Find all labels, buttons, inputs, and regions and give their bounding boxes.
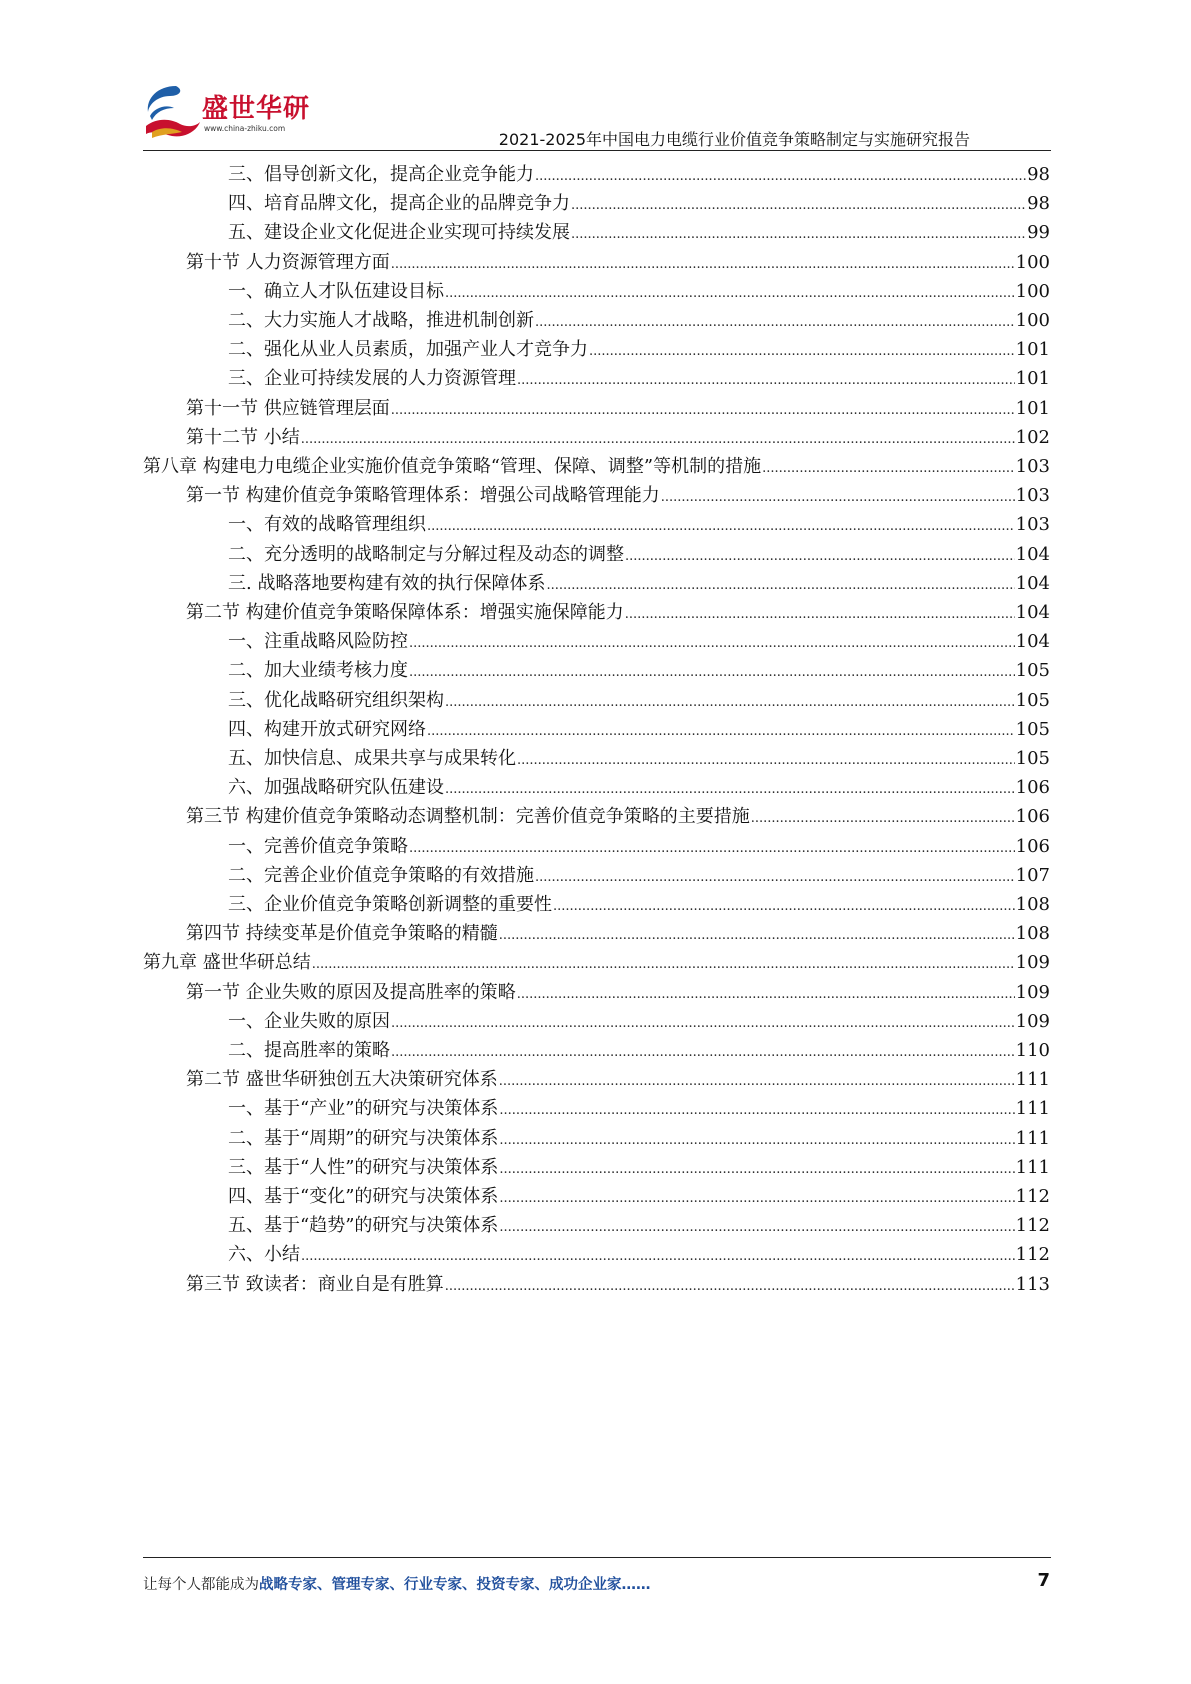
toc-entry[interactable] (186, 1065, 1050, 1095)
toc-leader-dots (301, 1242, 1015, 1272)
toc-leader-dots (571, 220, 1026, 250)
toc-entry-page: 101 (1015, 397, 1050, 419)
toc-entry[interactable] (186, 481, 1050, 511)
toc-entry-label: 第二节 盛世华研独创五大决策研究体系 (186, 1069, 498, 1091)
toc-leader-dots (445, 775, 1015, 805)
toc-entry[interactable] (143, 452, 1050, 482)
toc-entry-label: 一、确立人才队伍建设目标 (228, 280, 444, 302)
toc-entry-page: 108 (1015, 923, 1050, 945)
toc-entry[interactable] (228, 744, 1050, 774)
toc-entry-label: 第一节 构建价值竞争策略管理体系：增强公司战略管理能力 (186, 485, 660, 507)
toc-leader-dots (445, 279, 1015, 309)
toc-leader-dots (751, 804, 1015, 834)
toc-entry-label: 三、企业可持续发展的人力资源管理 (228, 368, 516, 390)
toc-entry[interactable] (228, 890, 1050, 920)
toc-entry-page: 100 (1015, 280, 1050, 302)
logo-url: www.china-zhiku.com (204, 124, 286, 133)
toc-entry-label: 第八章 构建电力电缆企业实施价值竞争策略“管理、保障、调整”等机制的措施 (143, 456, 762, 477)
toc-entry-page: 104 (1015, 631, 1050, 653)
page-number: 7 (1037, 1570, 1050, 1591)
toc-entry[interactable] (228, 773, 1050, 803)
toc-entry-page: 107 (1015, 864, 1050, 886)
toc-entry-page: 105 (1015, 689, 1050, 711)
toc-entry-label: 三、基于“人性”的研究与决策体系 (228, 1156, 499, 1178)
toc-entry[interactable] (186, 248, 1050, 278)
toc-entry-page: 105 (1015, 718, 1050, 740)
toc-entry[interactable] (228, 364, 1050, 394)
toc-leader-dots (535, 162, 1026, 192)
toc-entry-label: 二、大力实施人才战略，推进机制创新 (228, 310, 534, 331)
header-divider (143, 150, 1051, 151)
toc-entry-label: 第三节 致读者：商业自是有胜算 (186, 1273, 444, 1295)
toc-leader-dots (625, 600, 1015, 630)
toc-entry-label: 第十一节 供应链管理层面 (186, 397, 390, 419)
footer-divider (143, 1557, 1051, 1558)
toc-entry-label: 第一节 企业失败的原因及提高胜率的策略 (186, 981, 516, 1003)
toc-leader-dots (445, 688, 1015, 718)
toc-entry[interactable] (228, 1240, 1050, 1270)
toc-leader-dots (301, 425, 1015, 455)
toc-entry-page: 106 (1015, 777, 1050, 799)
toc-leader-dots (571, 191, 1026, 221)
toc-leader-dots (661, 483, 1015, 513)
toc-entry-label: 第十节 人力资源管理方面 (186, 251, 390, 273)
toc-entry-label: 一、注重战略风险防控 (228, 631, 408, 653)
toc-leader-dots (427, 717, 1015, 747)
toc-leader-dots (625, 542, 1015, 572)
toc-entry-page: 104 (1015, 543, 1050, 565)
toc-leader-dots (391, 250, 1015, 280)
toc-entry-label: 五、加快信息、成果共享与成果转化 (228, 748, 516, 769)
toc-entry-label: 第十二节 小结 (186, 426, 300, 448)
toc-entry[interactable] (186, 394, 1050, 424)
toc-entry-label: 二、加大业绩考核力度 (228, 660, 408, 682)
toc-entry[interactable] (186, 978, 1050, 1008)
toc-leader-dots (409, 629, 1015, 659)
toc-leader-dots (762, 454, 1015, 484)
toc-entry-page: 109 (1015, 952, 1050, 974)
toc-entry-label: 二、充分透明的战略制定与分解过程及动态的调整 (228, 543, 624, 565)
toc-leader-dots (499, 1126, 1014, 1156)
toc-entry-page: 110 (1015, 1040, 1050, 1061)
toc-entry[interactable] (186, 1270, 1050, 1300)
toc-leader-dots (499, 1096, 1014, 1126)
toc-entry-page: 98 (1027, 193, 1050, 215)
toc-leader-dots (535, 863, 1015, 893)
toc-entry-label: 四、基于“变化”的研究与决策体系 (228, 1186, 499, 1207)
toc-entry-label: 二、提高胜率的策略 (228, 1040, 390, 1061)
toc-leader-dots (391, 1009, 1015, 1039)
toc-entry-page: 103 (1015, 485, 1050, 507)
toc-entry-page: 99 (1027, 222, 1050, 244)
toc-entry-label: 六、加强战略研究队伍建设 (228, 777, 444, 799)
toc-entry[interactable] (228, 540, 1050, 570)
toc-leader-dots (409, 658, 1015, 688)
toc-leader-dots (312, 950, 1015, 980)
toc-entry-page: 103 (1015, 456, 1050, 477)
toc-entry-page: 106 (1015, 835, 1050, 857)
logo-emblem-icon (140, 82, 202, 144)
toc-entry-page: 112 (1015, 1244, 1050, 1266)
toc-entry[interactable] (186, 423, 1050, 453)
toc-leader-dots (517, 980, 1015, 1010)
toc-leader-dots (553, 892, 1015, 922)
toc-leader-dots (427, 512, 1015, 542)
toc-entry[interactable] (228, 160, 1050, 190)
toc-leader-dots (499, 1067, 1015, 1097)
toc-leader-dots (409, 834, 1015, 864)
footer-slogan (143, 1573, 651, 1594)
toc-entry[interactable] (228, 1036, 1050, 1066)
toc-entry-label: 三、优化战略研究组织架构 (228, 689, 444, 711)
toc-entry-label: 一、有效的战略管理组织 (228, 514, 426, 536)
toc-leader-dots (546, 571, 1014, 601)
toc-entry-page: 105 (1015, 748, 1050, 769)
slogan-highlight: 战略专家、管理专家、行业专家、投资专家、成功企业家…… (259, 1577, 651, 1593)
toc-leader-dots (499, 1184, 1014, 1214)
toc-entry-page: 111 (1015, 1156, 1050, 1178)
toc-entry-label: 第四节 持续变革是价值竞争策略的精髓 (186, 923, 498, 945)
toc-entry[interactable] (228, 627, 1050, 657)
toc-entry-page: 109 (1015, 981, 1050, 1003)
toc-leader-dots (445, 1272, 1015, 1302)
toc-entry[interactable] (228, 686, 1050, 716)
page-header (0, 0, 1191, 150)
toc-entry[interactable] (143, 948, 1050, 978)
toc-entry-page: 111 (1015, 1098, 1050, 1120)
toc-entry[interactable] (228, 832, 1050, 862)
toc-entry[interactable] (228, 189, 1050, 219)
logo-wordmark: 盛世华研 (202, 94, 311, 124)
toc-entry-label: 三. 战略落地要构建有效的执行保障体系 (228, 572, 546, 594)
toc-entry[interactable] (228, 715, 1050, 745)
toc-entry-label: 第九章 盛世华研总结 (143, 952, 311, 974)
toc-entry-page: 105 (1015, 660, 1050, 682)
toc-entry-label: 二、完善企业价值竞争策略的有效措施 (228, 864, 534, 886)
toc-entry-label: 一、基于“产业”的研究与决策体系 (228, 1098, 499, 1120)
toc-entry-label: 第二节 构建价值竞争策略保障体系：增强实施保障能力 (186, 602, 624, 623)
toc-entry[interactable] (228, 656, 1050, 686)
toc-entry-page: 102 (1015, 426, 1050, 448)
toc-entry-label: 五、建设企业文化促进企业实现可持续发展 (228, 222, 570, 244)
toc-entry-page: 100 (1015, 310, 1050, 331)
toc-entry-label: 四、培育品牌文化，提高企业的品牌竞争力 (228, 193, 570, 215)
toc-entry[interactable] (228, 861, 1050, 891)
toc-entry[interactable] (228, 1211, 1050, 1241)
toc-entry[interactable] (228, 510, 1050, 540)
toc-entry-label: 三、企业价值竞争策略创新调整的重要性 (228, 894, 552, 915)
company-logo (140, 82, 310, 144)
toc-entry-page: 112 (1015, 1186, 1050, 1207)
toc-entry-label: 二、基于“周期”的研究与决策体系 (228, 1127, 499, 1149)
toc-leader-dots (499, 1213, 1014, 1243)
toc-entry[interactable] (186, 802, 1050, 832)
toc-entry-page: 98 (1027, 164, 1050, 185)
toc-entry[interactable] (228, 569, 1050, 599)
toc-leader-dots (499, 1155, 1014, 1185)
toc-entry-label: 三、倡导创新文化，提高企业竞争能力 (228, 164, 534, 185)
slogan-prefix: 让每个人都能成为 (143, 1577, 259, 1593)
toc-leader-dots (517, 746, 1015, 776)
toc-leader-dots (391, 1038, 1015, 1068)
toc-entry[interactable] (228, 1182, 1050, 1212)
toc-entry-page: 112 (1015, 1215, 1050, 1237)
toc-entry-label: 一、完善价值竞争策略 (228, 835, 408, 857)
toc-entry-label: 一、企业失败的原因 (228, 1010, 390, 1032)
toc-entry-page: 100 (1015, 251, 1050, 273)
toc-entry-label: 五、基于“趋势”的研究与决策体系 (228, 1215, 499, 1237)
toc-entry-label: 六、小结 (228, 1244, 300, 1266)
toc-entry[interactable] (228, 1124, 1050, 1154)
toc-leader-dots (535, 308, 1015, 338)
toc-entry[interactable] (186, 919, 1050, 949)
toc-entry[interactable] (228, 218, 1050, 248)
toc-entry-page: 101 (1015, 339, 1050, 361)
toc-entry[interactable] (228, 1007, 1050, 1037)
toc-entry[interactable] (228, 335, 1050, 365)
toc-entry-page: 111 (1015, 1069, 1050, 1091)
toc-entry[interactable] (228, 1153, 1050, 1183)
toc-entry[interactable] (186, 598, 1050, 628)
report-title: 2021-2025年中国电力电缆行业价值竞争策略制定与实施研究报告 (498, 130, 970, 149)
toc-entry-page: 101 (1015, 368, 1050, 390)
toc-entry-page: 104 (1015, 602, 1050, 623)
toc-leader-dots (517, 366, 1015, 396)
toc-entry-label: 第三节 构建价值竞争策略动态调整机制：完善价值竞争策略的主要措施 (186, 806, 750, 828)
toc-leader-dots (589, 337, 1015, 367)
toc-entry-page: 108 (1015, 894, 1050, 915)
toc-entry-page: 103 (1015, 514, 1050, 536)
toc-entry-label: 四、构建开放式研究网络 (228, 718, 426, 740)
toc-leader-dots (499, 921, 1015, 951)
toc-entry-page: 109 (1015, 1010, 1050, 1032)
toc-entry-page: 106 (1015, 806, 1050, 828)
toc-entry[interactable] (228, 306, 1050, 336)
toc-entry-label: 二、强化从业人员素质，加强产业人才竞争力 (228, 339, 588, 361)
toc-entry[interactable] (228, 277, 1050, 307)
toc-entry-page: 111 (1015, 1127, 1050, 1149)
toc-entry-page: 113 (1015, 1273, 1050, 1295)
toc-leader-dots (391, 396, 1015, 426)
toc-entry[interactable] (228, 1094, 1050, 1124)
toc-entry-page: 104 (1015, 572, 1050, 594)
